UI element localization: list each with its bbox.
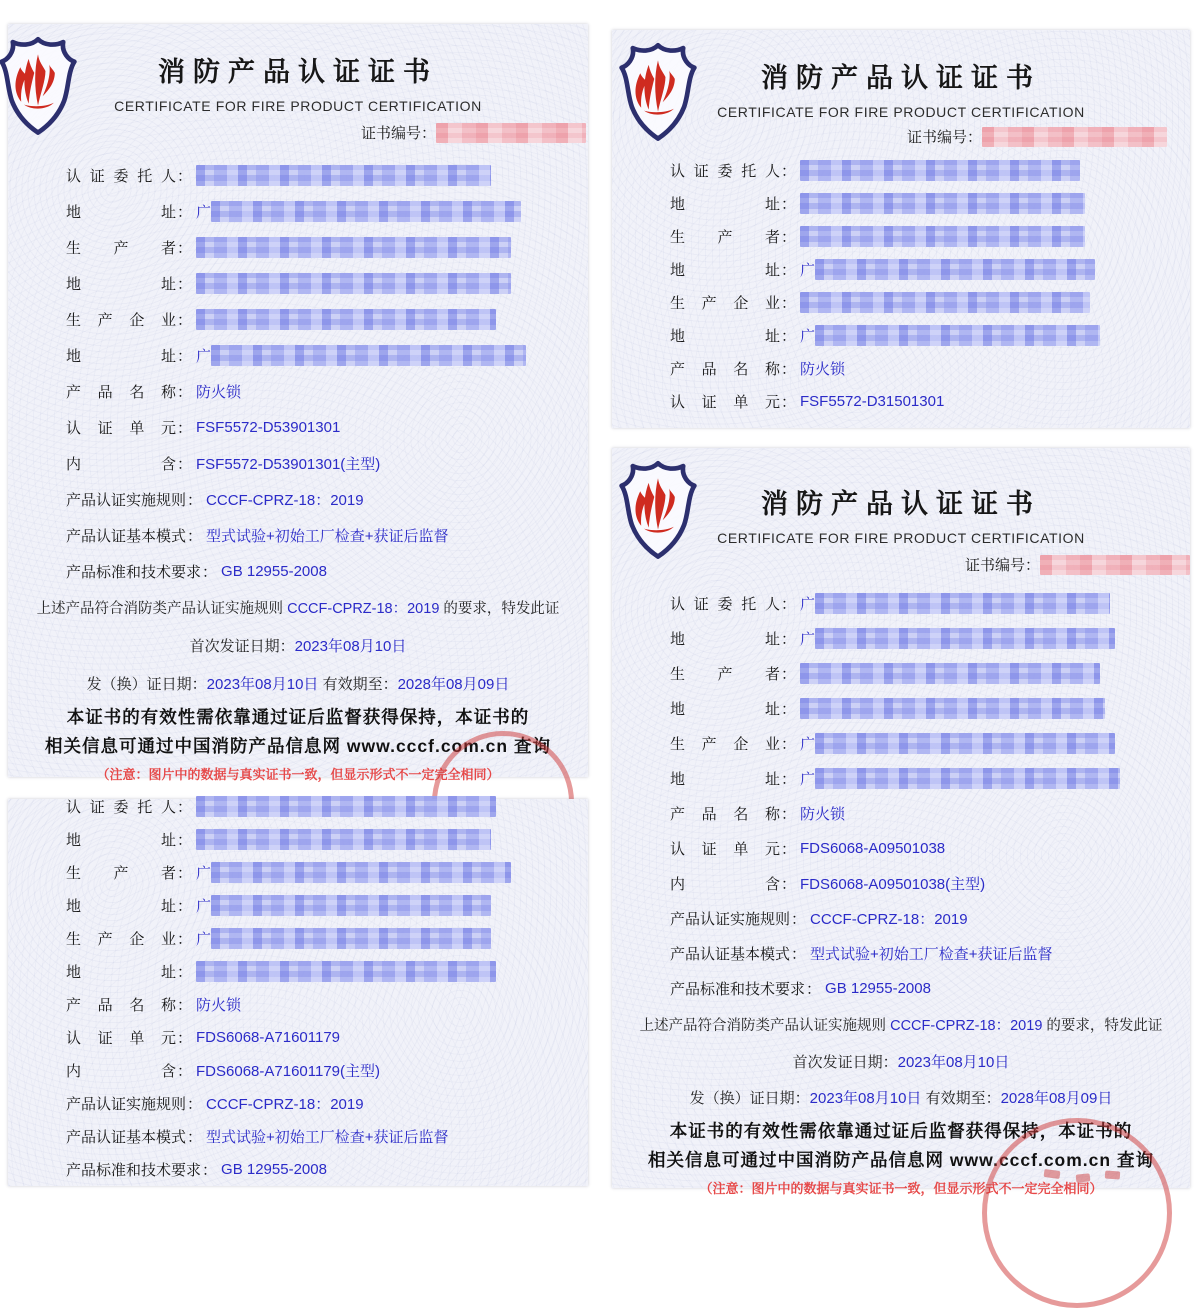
colon: ： xyxy=(187,491,203,509)
field-label: 地址 xyxy=(670,196,780,213)
value-visible-prefix: 广 xyxy=(800,631,816,648)
field-row xyxy=(66,988,588,1021)
redacted-value xyxy=(800,698,1105,719)
reissue-label: 发（换）证日期： xyxy=(689,1090,810,1107)
value-visible-prefix: 广 xyxy=(196,931,212,948)
redacted-value xyxy=(211,345,526,366)
fire-shield-logo-icon xyxy=(0,32,80,138)
field-row xyxy=(66,481,588,517)
colon: ： xyxy=(202,563,218,581)
certificate-title: 消防产品认证证书 xyxy=(158,57,438,87)
redacted-value xyxy=(800,663,1100,684)
colon: ： xyxy=(187,527,203,545)
certificate-number-label: 证书编号： xyxy=(906,129,982,146)
field-row xyxy=(66,823,588,856)
field-value: 防火锁 xyxy=(800,806,846,823)
certificate-number-line xyxy=(361,122,586,143)
colon: ： xyxy=(781,596,797,613)
field-row xyxy=(66,1120,588,1153)
colon: ： xyxy=(177,455,193,473)
colon: ： xyxy=(781,328,797,345)
valid-until-date: 2028年08月09日 xyxy=(397,676,510,693)
statement-rule-code: CCCF-CPRZ-18：2019 xyxy=(287,601,440,617)
field-label: 认证委托人 xyxy=(670,596,780,613)
redacted-value xyxy=(211,895,491,916)
field-value: FDS6068-A71601179 xyxy=(196,1029,341,1046)
field-row xyxy=(670,656,1190,691)
certificate-bottom-right xyxy=(612,448,1190,1196)
colon: ： xyxy=(781,196,797,213)
colon: ： xyxy=(177,275,193,293)
field-value: FDS6068-A09501038 xyxy=(800,840,946,857)
first-issue-date-line xyxy=(8,635,588,656)
field-value: CCCF-CPRZ-18：2019 xyxy=(206,1096,364,1113)
colon: ： xyxy=(177,239,193,257)
statement-pre: 上述产品符合消防类产品认证实施规则 xyxy=(639,1018,891,1034)
field-rows xyxy=(612,586,1190,1006)
red-disclaimer-note: （注意：图片中的数据与真实证书一致，但显示形式不一定完全相同） xyxy=(96,767,500,782)
valid-until-label: 有效期至： xyxy=(318,676,398,693)
colon: ： xyxy=(187,1129,203,1146)
reissue-date-line xyxy=(8,673,588,694)
value-visible-prefix: 广 xyxy=(800,262,816,279)
field-label: 内含 xyxy=(670,876,780,893)
field-row xyxy=(66,1021,588,1054)
field-label: 产品名称 xyxy=(670,361,780,378)
colon: ： xyxy=(177,997,193,1014)
certificate-subtitle-en: CERTIFICATE FOR FIRE PRODUCT CERTIFICATION xyxy=(717,104,1085,120)
field-label: 产品标准和技术要求 xyxy=(66,1162,202,1179)
field-label: 生产企业 xyxy=(670,736,780,753)
field-label: 生产企业 xyxy=(670,295,780,312)
footer-line2: 相关信息可通过中国消防产品信息网 www.cccf.com.cn 查询 xyxy=(45,736,551,756)
field-value: FDS6068-A71601179(主型) xyxy=(196,1063,381,1080)
field-row xyxy=(66,922,588,955)
redacted-certificate-number xyxy=(982,127,1167,147)
valid-until-label: 有效期至： xyxy=(921,1090,1001,1107)
field-row xyxy=(66,157,588,193)
field-label: 地址 xyxy=(670,631,780,648)
field-label: 地址 xyxy=(670,328,780,345)
field-value: 防火锁 xyxy=(196,997,242,1014)
redacted-value xyxy=(815,259,1095,280)
field-label: 认证委托人 xyxy=(670,163,780,180)
field-value: FSF5572-D53901301(主型) xyxy=(196,455,381,473)
colon: ： xyxy=(781,666,797,683)
colon: ： xyxy=(187,1096,203,1113)
field-label: 认证单元 xyxy=(66,419,176,437)
colon: ： xyxy=(781,736,797,753)
field-value: FSF5572-D53901301 xyxy=(196,418,341,436)
conformity-statement xyxy=(8,597,588,618)
field-label: 产品认证实施规则 xyxy=(66,491,187,509)
colon: ： xyxy=(781,806,797,823)
field-row xyxy=(66,517,588,553)
value-visible-prefix: 广 xyxy=(800,596,816,613)
statement-rule-code: CCCF-CPRZ-18：2019 xyxy=(890,1018,1043,1034)
certificate-title: 消防产品认证证书 xyxy=(761,489,1041,519)
field-label: 认证单元 xyxy=(670,394,780,411)
field-rows xyxy=(8,157,588,589)
colon: ： xyxy=(781,631,797,648)
footer-line2: 相关信息可通过中国消防产品信息网 www.cccf.com.cn 查询 xyxy=(648,1150,1154,1170)
redacted-value xyxy=(196,273,511,294)
field-label: 认证单元 xyxy=(670,841,780,858)
field-row xyxy=(670,831,1190,866)
field-label: 产品认证基本模式 xyxy=(66,1129,187,1146)
colon: ： xyxy=(177,311,193,329)
field-row xyxy=(670,253,1190,286)
field-value: 型式试验+初始工厂检查+获证后监督 xyxy=(206,527,449,545)
statement-pre: 上述产品符合消防类产品认证实施规则 xyxy=(36,601,288,617)
colon: ： xyxy=(781,229,797,246)
redacted-certificate-number xyxy=(1040,555,1190,575)
first-issue-date-line xyxy=(612,1051,1190,1072)
field-row xyxy=(670,385,1190,418)
colon: ： xyxy=(177,832,193,849)
field-row xyxy=(670,971,1190,1006)
colon: ： xyxy=(177,799,193,816)
field-row xyxy=(670,352,1190,385)
colon: ： xyxy=(781,295,797,312)
reissue-date: 2023年08月10日 xyxy=(206,676,319,693)
redacted-value xyxy=(815,628,1115,649)
value-visible-prefix: 广 xyxy=(196,898,212,915)
reissue-date: 2023年08月10日 xyxy=(809,1090,922,1107)
field-label: 产品标准和技术要求 xyxy=(66,563,202,581)
reissue-date-line xyxy=(612,1087,1190,1108)
field-row xyxy=(670,866,1190,901)
valid-until-date: 2028年08月09日 xyxy=(1000,1090,1113,1107)
field-value: CCCF-CPRZ-18：2019 xyxy=(206,491,364,509)
field-label: 产品认证基本模式 xyxy=(670,946,791,963)
redacted-value xyxy=(800,226,1085,247)
field-row xyxy=(66,856,588,889)
colon: ： xyxy=(806,981,822,998)
certificate-number-line xyxy=(907,126,1167,147)
field-row xyxy=(66,955,588,988)
field-label: 产品名称 xyxy=(66,383,176,401)
first-issue-date: 2023年08月10日 xyxy=(897,1054,1010,1071)
field-row xyxy=(66,1054,588,1087)
first-issue-label: 首次发证日期： xyxy=(792,1054,898,1071)
field-row xyxy=(670,621,1190,656)
redacted-value xyxy=(800,160,1080,181)
certificate-number-label: 证书编号： xyxy=(964,557,1040,574)
certificate-title: 消防产品认证证书 xyxy=(761,63,1041,93)
colon: ： xyxy=(177,1063,193,1080)
redacted-value xyxy=(196,237,511,258)
field-row xyxy=(66,265,588,301)
field-label: 生产者 xyxy=(670,666,780,683)
field-label: 产品标准和技术要求 xyxy=(670,981,806,998)
certificate-header xyxy=(612,448,1190,586)
red-disclaimer-note: （注意：图片中的数据与真实证书一致，但显示形式不一定完全相同） xyxy=(699,1181,1103,1196)
field-row xyxy=(66,889,588,922)
field-label: 地址 xyxy=(66,347,176,365)
redacted-value xyxy=(211,201,521,222)
field-label: 生产者 xyxy=(66,239,176,257)
value-visible-prefix: 广 xyxy=(196,347,212,365)
field-value: CCCF-CPRZ-18：2019 xyxy=(810,911,968,928)
colon: ： xyxy=(781,701,797,718)
redacted-value xyxy=(815,733,1115,754)
fire-shield-logo-icon xyxy=(616,456,700,562)
field-row xyxy=(66,337,588,373)
field-label: 产品认证实施规则 xyxy=(670,911,791,928)
colon: ： xyxy=(177,383,193,401)
field-row xyxy=(670,586,1190,621)
field-rows xyxy=(612,154,1190,418)
redacted-value xyxy=(196,829,491,850)
field-row xyxy=(66,790,588,823)
field-label: 地址 xyxy=(66,898,176,915)
field-label: 生产企业 xyxy=(66,311,176,329)
value-visible-prefix: 广 xyxy=(196,865,212,882)
field-row xyxy=(66,1087,588,1120)
field-rows xyxy=(8,790,588,1186)
field-row xyxy=(670,286,1190,319)
first-issue-label: 首次发证日期： xyxy=(189,638,295,655)
field-label: 地址 xyxy=(670,771,780,788)
redacted-value xyxy=(196,309,496,330)
red-seal-stamp xyxy=(982,1118,1172,1308)
field-value: GB 12955-2008 xyxy=(221,562,327,580)
field-row xyxy=(670,761,1190,796)
colon: ： xyxy=(781,841,797,858)
redacted-value xyxy=(815,768,1120,789)
colon: ： xyxy=(177,419,193,437)
field-value: 防火锁 xyxy=(196,383,242,401)
colon: ： xyxy=(781,163,797,180)
colon: ： xyxy=(177,167,193,185)
field-row xyxy=(66,553,588,589)
colon: ： xyxy=(791,946,807,963)
field-label: 生产者 xyxy=(670,229,780,246)
value-visible-prefix: 广 xyxy=(800,736,816,753)
field-row xyxy=(670,726,1190,761)
field-label: 地址 xyxy=(670,262,780,279)
colon: ： xyxy=(177,964,193,981)
redacted-certificate-number xyxy=(436,123,586,143)
field-label: 产品认证基本模式 xyxy=(66,527,187,545)
value-visible-prefix: 广 xyxy=(800,771,816,788)
colon: ： xyxy=(781,876,797,893)
colon: ： xyxy=(781,771,797,788)
field-label: 内含 xyxy=(66,1063,176,1080)
statement-post: 的要求，特发此证 xyxy=(439,601,560,617)
field-value: 型式试验+初始工厂检查+获证后监督 xyxy=(206,1129,449,1146)
field-row xyxy=(670,319,1190,352)
colon: ： xyxy=(177,865,193,882)
colon: ： xyxy=(781,394,797,411)
field-label: 产品名称 xyxy=(670,806,780,823)
redacted-value xyxy=(800,292,1090,313)
field-row xyxy=(66,373,588,409)
colon: ： xyxy=(177,203,193,221)
certificate-number-label: 证书编号： xyxy=(360,125,436,142)
certificate-header xyxy=(612,30,1190,154)
footer-line1: 本证书的有效性需依靠通过证后监督获得保持，本证书的 xyxy=(669,1121,1133,1141)
field-label: 认证单元 xyxy=(66,1030,176,1047)
field-row xyxy=(66,193,588,229)
field-label: 地址 xyxy=(670,701,780,718)
certificate-top-right xyxy=(612,30,1190,428)
field-label: 认证委托人 xyxy=(66,167,176,185)
field-row xyxy=(670,901,1190,936)
field-row xyxy=(670,154,1190,187)
statement-post: 的要求，特发此证 xyxy=(1042,1018,1163,1034)
field-value: FSF5572-D31501301 xyxy=(800,393,945,410)
field-label: 生产企业 xyxy=(66,931,176,948)
certificate-top-left xyxy=(8,24,588,782)
redacted-value xyxy=(211,862,511,883)
value-visible-prefix: 广 xyxy=(196,203,212,221)
conformity-statement xyxy=(612,1014,1190,1035)
colon: ： xyxy=(202,1162,218,1179)
field-row xyxy=(670,220,1190,253)
colon: ： xyxy=(177,931,193,948)
field-label: 产品认证实施规则 xyxy=(66,1096,187,1113)
red-seal-mark xyxy=(1105,1170,1121,1179)
redacted-value xyxy=(196,961,496,982)
field-label: 地址 xyxy=(66,275,176,293)
colon: ： xyxy=(791,911,807,928)
reissue-label: 发（换）证日期： xyxy=(86,676,207,693)
colon: ： xyxy=(781,262,797,279)
certificate-subtitle-en: CERTIFICATE FOR FIRE PRODUCT CERTIFICATION xyxy=(717,530,1085,546)
redacted-value xyxy=(211,928,491,949)
redacted-value xyxy=(800,193,1085,214)
field-label: 内含 xyxy=(66,455,176,473)
certificate-subtitle-en: CERTIFICATE FOR FIRE PRODUCT CERTIFICATION xyxy=(114,98,482,114)
field-value: GB 12955-2008 xyxy=(221,1161,327,1178)
redacted-value xyxy=(815,593,1110,614)
certificate-header xyxy=(8,24,588,157)
field-row xyxy=(66,301,588,337)
field-row xyxy=(670,936,1190,971)
field-value: GB 12955-2008 xyxy=(825,980,931,997)
field-value: 防火锁 xyxy=(800,361,846,378)
redacted-value xyxy=(196,165,491,186)
first-issue-date: 2023年08月10日 xyxy=(294,638,407,655)
colon: ： xyxy=(177,347,193,365)
field-label: 认证委托人 xyxy=(66,799,176,816)
field-label: 生产者 xyxy=(66,865,176,882)
colon: ： xyxy=(781,361,797,378)
field-label: 地址 xyxy=(66,964,176,981)
field-row xyxy=(66,409,588,445)
colon: ： xyxy=(177,898,193,915)
value-visible-prefix: 广 xyxy=(800,328,816,345)
field-row xyxy=(670,691,1190,726)
colon: ： xyxy=(177,1030,193,1047)
field-value: 型式试验+初始工厂检查+获证后监督 xyxy=(810,946,1053,963)
certificate-bottom-left xyxy=(8,799,588,1186)
field-row xyxy=(66,445,588,481)
footer-line1: 本证书的有效性需依靠通过证后监督获得保持，本证书的 xyxy=(66,707,530,727)
fire-shield-logo-icon xyxy=(616,38,700,144)
field-row xyxy=(670,187,1190,220)
field-row xyxy=(66,1153,588,1186)
field-value: FDS6068-A09501038(主型) xyxy=(800,876,986,893)
field-row xyxy=(670,796,1190,831)
certificate-number-line xyxy=(965,554,1190,575)
redacted-value xyxy=(196,796,496,817)
field-label: 地址 xyxy=(66,203,176,221)
field-label: 产品名称 xyxy=(66,997,176,1014)
redacted-value xyxy=(815,325,1100,346)
field-label: 地址 xyxy=(66,832,176,849)
field-row xyxy=(66,229,588,265)
red-seal-mark xyxy=(1076,1173,1091,1182)
